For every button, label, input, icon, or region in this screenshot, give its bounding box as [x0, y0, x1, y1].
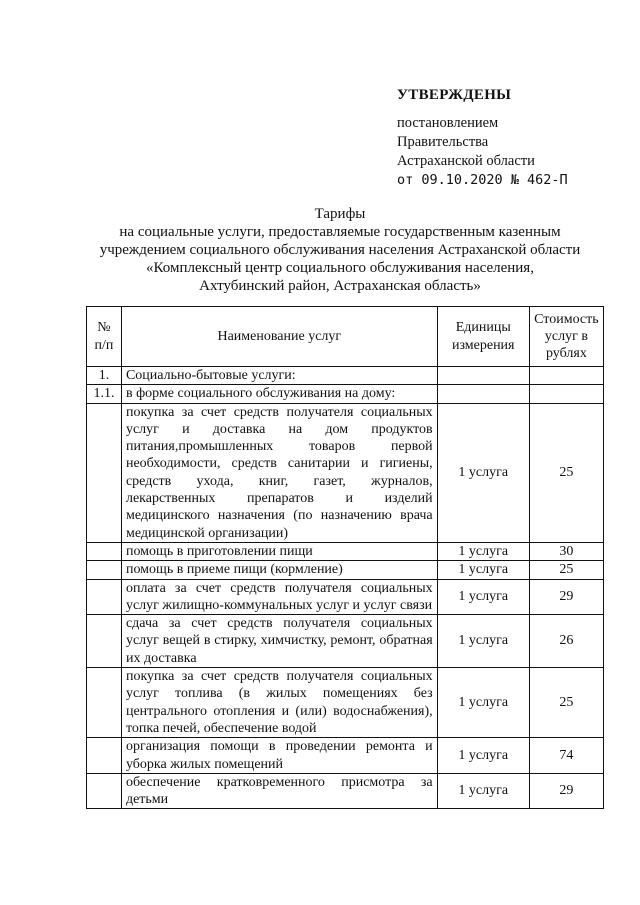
- service-price: 29: [529, 773, 603, 809]
- service-unit: [437, 367, 529, 385]
- table-row: [87, 773, 604, 809]
- row-number: 1.1.: [87, 385, 122, 403]
- service-unit: 1 услуга: [437, 738, 529, 774]
- service-name: сдача за счет средств получателя социальных услуг вещей в стирку, химчистку, ремонт, обратная их доставка: [121, 615, 437, 668]
- service-name: обеспечение кратковременного присмотра за детьми: [121, 773, 437, 809]
- approval-stamp: [397, 86, 568, 190]
- row-number: 1.: [87, 367, 122, 385]
- title-line-3: «Комплексный центр социального обслуживания населения,: [146, 260, 534, 276]
- row-number: [87, 773, 122, 809]
- title-line-1: на социальные услуги, предоставляемые государственным казенным: [119, 224, 561, 240]
- service-price: 25: [529, 403, 603, 542]
- approval-heading: УТВЕРЖДЕНЫ: [397, 87, 512, 103]
- table-row: [87, 738, 604, 774]
- service-price: [529, 367, 603, 385]
- header-service-name: Наименование услуг: [121, 307, 437, 367]
- header-price: Стоимость услуг в рублях: [529, 307, 603, 367]
- row-number: [87, 561, 122, 579]
- header-unit: Единицы измерения: [437, 307, 529, 367]
- row-number: [87, 403, 122, 542]
- service-unit: 1 услуга: [437, 579, 529, 615]
- table-row: [87, 403, 604, 542]
- service-unit: 1 услуга: [437, 615, 529, 668]
- service-unit: 1 услуга: [437, 668, 529, 738]
- title-main: Тарифы: [314, 206, 366, 222]
- table-row: [87, 367, 604, 385]
- service-name: организация помощи в проведении ремонта и уборка жилых помещений: [121, 738, 437, 774]
- approval-line-1: постановлением: [397, 115, 499, 131]
- row-number: [87, 738, 122, 774]
- service-unit: 1 услуга: [437, 542, 529, 560]
- document-title: [60, 205, 620, 295]
- tariffs-table: [86, 306, 604, 809]
- service-price: 25: [529, 561, 603, 579]
- table-row: [87, 668, 604, 738]
- service-unit: [437, 385, 529, 403]
- table-row: [87, 579, 604, 615]
- service-name: Социально-бытовые услуги:: [121, 367, 437, 385]
- table-row: [87, 615, 604, 668]
- service-name: покупка за счет средств получателя социальных услуг и доставка на дом продуктов питания,промышленных товаров первой необходимости, средств санитарии и гигиены, средств ухода, книг, газет, журналов, лекарственных препаратов и изделий медицинского назначения (по назначению врача медицинской организации): [121, 403, 437, 542]
- service-name: оплата за счет средств получателя социальных услуг жилищно-коммунальных услуг и услуг связи: [121, 579, 437, 615]
- service-price: 30: [529, 542, 603, 560]
- service-name: помощь в приготовлении пищи: [121, 542, 437, 560]
- table-header-row: [87, 307, 604, 367]
- title-line-2: учреждением социального обслуживания населения Астраханской области: [99, 242, 581, 258]
- service-price: 74: [529, 738, 603, 774]
- table-row: [87, 542, 604, 560]
- service-name: в форме социального обслуживания на дому:: [121, 385, 437, 403]
- row-number: [87, 668, 122, 738]
- service-name: помощь в приеме пищи (кормление): [121, 561, 437, 579]
- service-unit: 1 услуга: [437, 561, 529, 579]
- service-price: 29: [529, 579, 603, 615]
- header-number: № п/п: [87, 307, 122, 367]
- service-name: покупка за счет средств получателя социальных услуг топлива (в жилых помещениях без центрального отопления и (или) водоснабжения), топка печей, обеспечение водой: [121, 668, 437, 738]
- approval-line-2: Правительства: [397, 134, 489, 150]
- approval-line-3: Астраханской области: [397, 153, 535, 169]
- row-number: [87, 542, 122, 560]
- service-price: 25: [529, 668, 603, 738]
- service-unit: 1 услуга: [437, 773, 529, 809]
- service-price: 26: [529, 615, 603, 668]
- table-row: [87, 385, 604, 403]
- service-unit: 1 услуга: [437, 403, 529, 542]
- approval-reference: от 09.10.2020 № 462-П: [397, 172, 568, 188]
- row-number: [87, 615, 122, 668]
- row-number: [87, 579, 122, 615]
- title-line-4: Ахтубинский район, Астраханская область»: [199, 278, 481, 294]
- table-row: [87, 561, 604, 579]
- service-price: [529, 385, 603, 403]
